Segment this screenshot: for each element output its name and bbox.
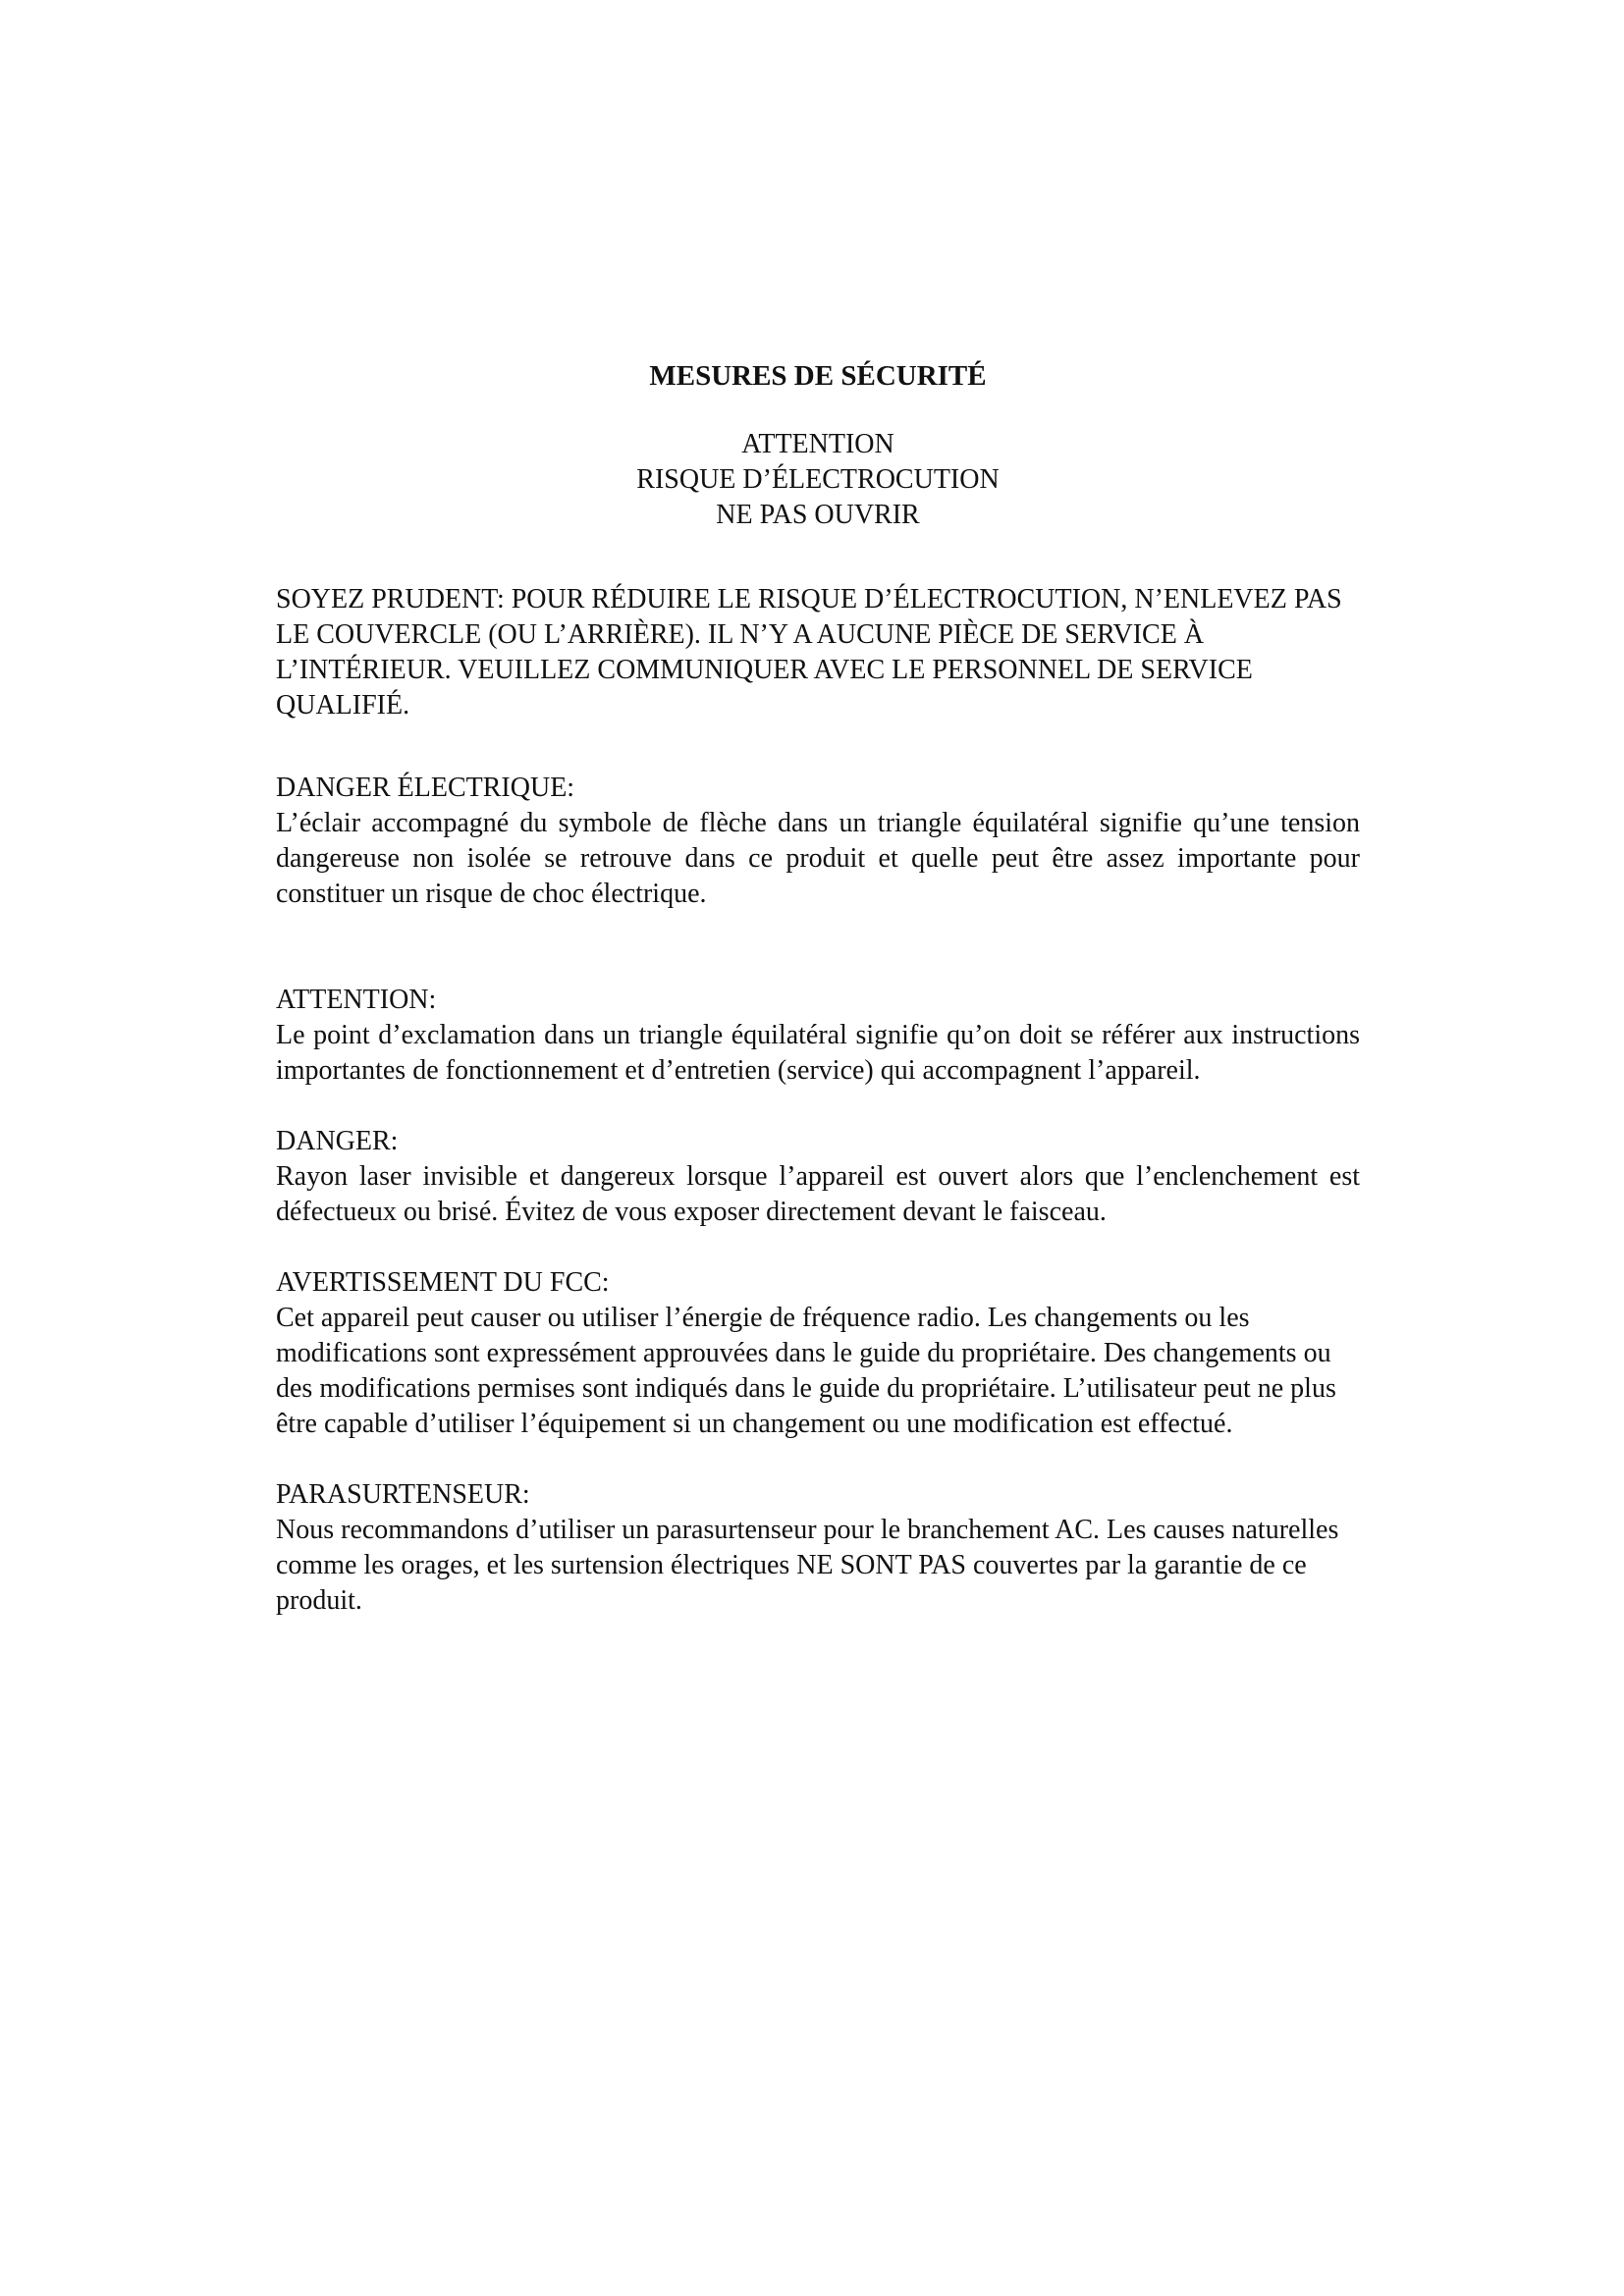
caution-label [276, 427, 1360, 533]
section-heading: PARASURTENSEUR: [276, 1479, 530, 1510]
section-body: Cet appareil peut causer ou utiliser l’énergie de fréquence radio. Les changements ou les modifications sont expressément approuvées dans le guide du propriétaire. Des changements ou des modifications permises sont indiqués dans le guide du propriétaire. L’utilisateur peut ne plus être capable d’utiliser l’équipement si un changement ou une modification est effectué. [276, 1303, 1336, 1439]
caution-line-1: ATTENTION [741, 429, 894, 459]
caution-line-3: NE PAS OUVRIR [716, 500, 920, 530]
electrical-danger-section [276, 771, 1360, 912]
laser-danger-section [276, 1124, 1360, 1230]
section-heading: ATTENTION: [276, 985, 437, 1015]
caution-line-2: RISQUE D’ÉLECTROCUTION [636, 464, 1000, 495]
surge-protector-section [276, 1477, 1360, 1619]
section-body: Rayon laser invisible et dangereux lorsque l’appareil est ouvert alors que l’enclenchement est défectueux ou brisé. Évitez de vous exposer directement devant le faisceau. [276, 1161, 1360, 1227]
section-body: Le point d’exclamation dans un triangle équilatéral signifie qu’on doit se référer aux instructions importantes de fonctionnement et d’entretien (service) qui accompagnent l’appareil. [276, 1020, 1360, 1086]
attention-section [276, 983, 1360, 1089]
service-warning: SOYEZ PRUDENT: POUR RÉDUIRE LE RISQUE D’ÉLECTROCUTION, N’ENLEVEZ PAS LE COUVERCLE (OU L’ARRIÈRE). IL N’Y A AUCUNE PIÈCE DE SERVICE À L’INTÉRIEUR. VEUILLEZ COMMUNIQUER AVEC LE PERSONNEL DE SERVICE QUALIFIÉ. [276, 584, 1342, 721]
section-heading: DANGER ÉLECTRIQUE: [276, 773, 575, 803]
section-body: L’éclair accompagné du symbole de flèche dans un triangle équilatéral signifie qu’une tension dangereuse non isolée se retrouve dans ce produit et quelle peut être assez importante pour constituer un risque de choc électrique. [276, 808, 1360, 909]
document-content [276, 358, 1360, 1654]
section-heading: DANGER: [276, 1126, 399, 1156]
section-body: Nous recommandons d’utiliser un parasurtenseur pour le branchement AC. Les causes naturelles comme les orages, et les surtension électriques NE SONT PAS couvertes par la garantie de ce produit. [276, 1515, 1339, 1616]
section-heading: AVERTISSEMENT DU FCC: [276, 1267, 610, 1298]
page-title: MESURES DE SÉCURITÉ [649, 360, 987, 392]
fcc-warning-section [276, 1265, 1360, 1442]
